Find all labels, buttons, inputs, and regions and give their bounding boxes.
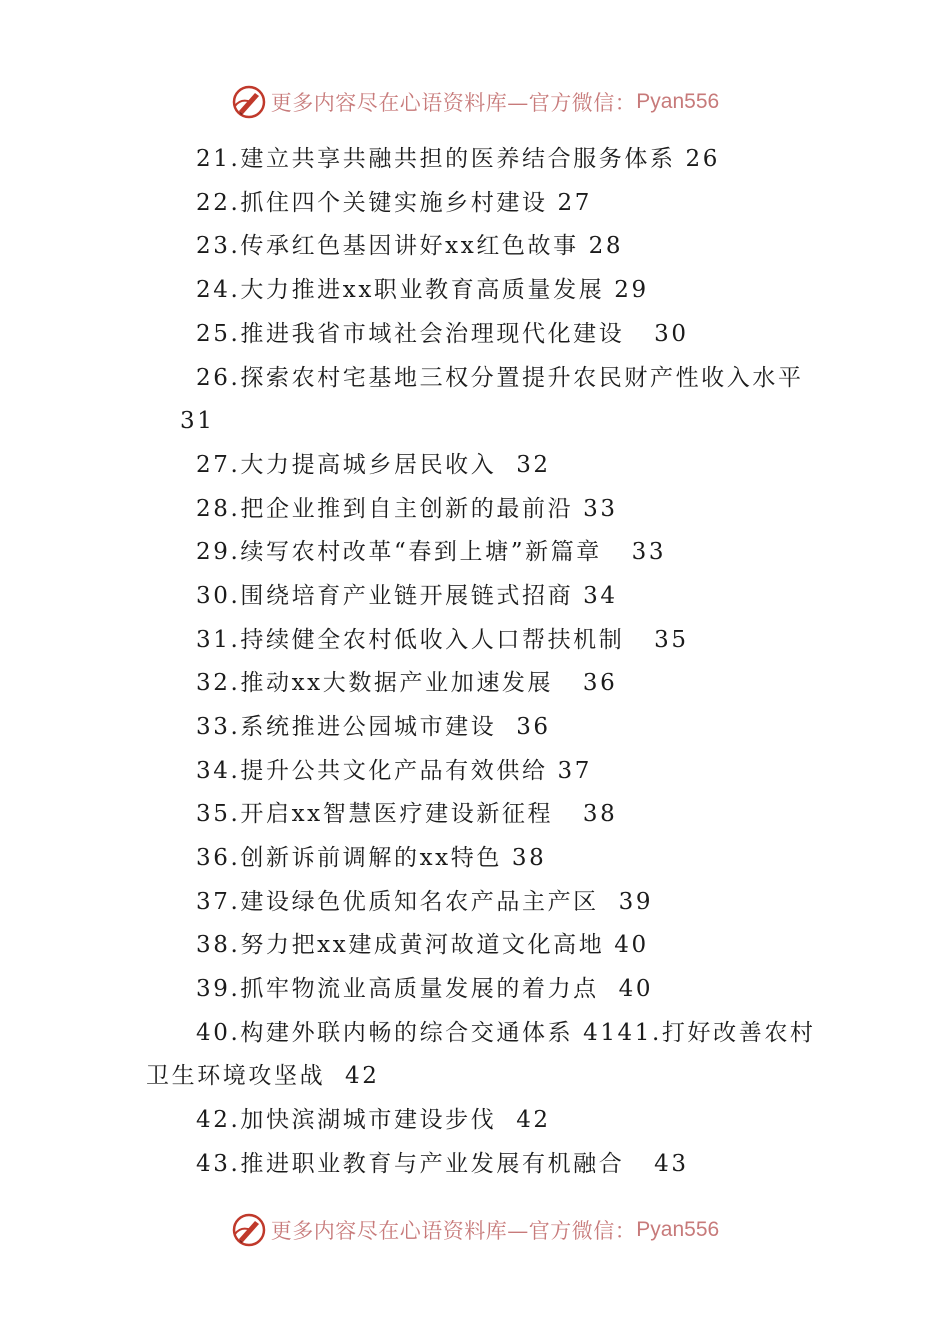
toc-line: 26.探索农村宅基地三权分置提升农民财产性收入水平 — [196, 365, 804, 391]
toc-line: 38.努力把xx建成黄河故道文化高地 40 — [196, 932, 649, 958]
toc-line: 卫生环境攻坚战 42 — [146, 1063, 380, 1089]
toc-line: 34.提升公共文化产品有效供给 37 — [196, 758, 592, 784]
pen-logo-icon — [231, 1212, 267, 1248]
toc-line: 27.大力提高城乡居民收入 32 — [196, 452, 551, 478]
watermark-text: 更多内容尽在心语资料库—官方微信： — [270, 1219, 637, 1243]
toc-line: 21.建立共享共融共担的医养结合服务体系 26 — [196, 146, 720, 172]
toc-line: 25.推进我省市域社会治理现代化建设 30 — [196, 321, 689, 347]
toc-line: 43.推进职业教育与产业发展有机融合 43 — [196, 1151, 689, 1177]
toc-line: 31.持续健全农村低收入人口帮扶机制 35 — [196, 627, 689, 653]
toc-line: 31 — [180, 408, 215, 434]
toc-line: 36.创新诉前调解的xx特色 38 — [196, 845, 547, 871]
watermark-text: 更多内容尽在心语资料库—官方微信： — [270, 91, 637, 115]
watermark-wechat-id: Pyan556 — [636, 90, 720, 113]
footer-watermark — [0, 1208, 950, 1252]
toc-line: 22.抓住四个关键实施乡村建设 27 — [196, 190, 592, 216]
toc-line: 33.系统推进公园城市建设 36 — [196, 714, 551, 740]
toc-line: 37.建设绿色优质知名农产品主产区 39 — [196, 889, 654, 915]
toc-line: 29.续写农村改革“春到上塘”新篇章 33 — [196, 539, 667, 565]
toc-line: 35.开启xx智慧医疗建设新征程 38 — [196, 801, 618, 827]
pen-logo-icon — [231, 84, 267, 120]
toc-line: 42.加快滨湖城市建设步伐 42 — [196, 1107, 551, 1133]
toc-line: 24.大力推进xx职业教育高质量发展 29 — [196, 277, 649, 303]
toc-line: 32.推动xx大数据产业加速发展 36 — [196, 670, 618, 696]
toc-line: 40.构建外联内畅的综合交通体系 4141.打好改善农村 — [196, 1020, 816, 1046]
header-watermark — [0, 80, 950, 124]
toc-line: 39.抓牢物流业高质量发展的着力点 40 — [196, 976, 654, 1002]
toc-line: 28.把企业推到自主创新的最前沿 33 — [196, 496, 618, 522]
watermark-wechat-id: Pyan556 — [636, 1218, 720, 1241]
toc-line: 30.围绕培育产业链开展链式招商 34 — [196, 583, 618, 609]
toc-line: 23.传承红色基因讲好xx红色故事 28 — [196, 233, 624, 259]
